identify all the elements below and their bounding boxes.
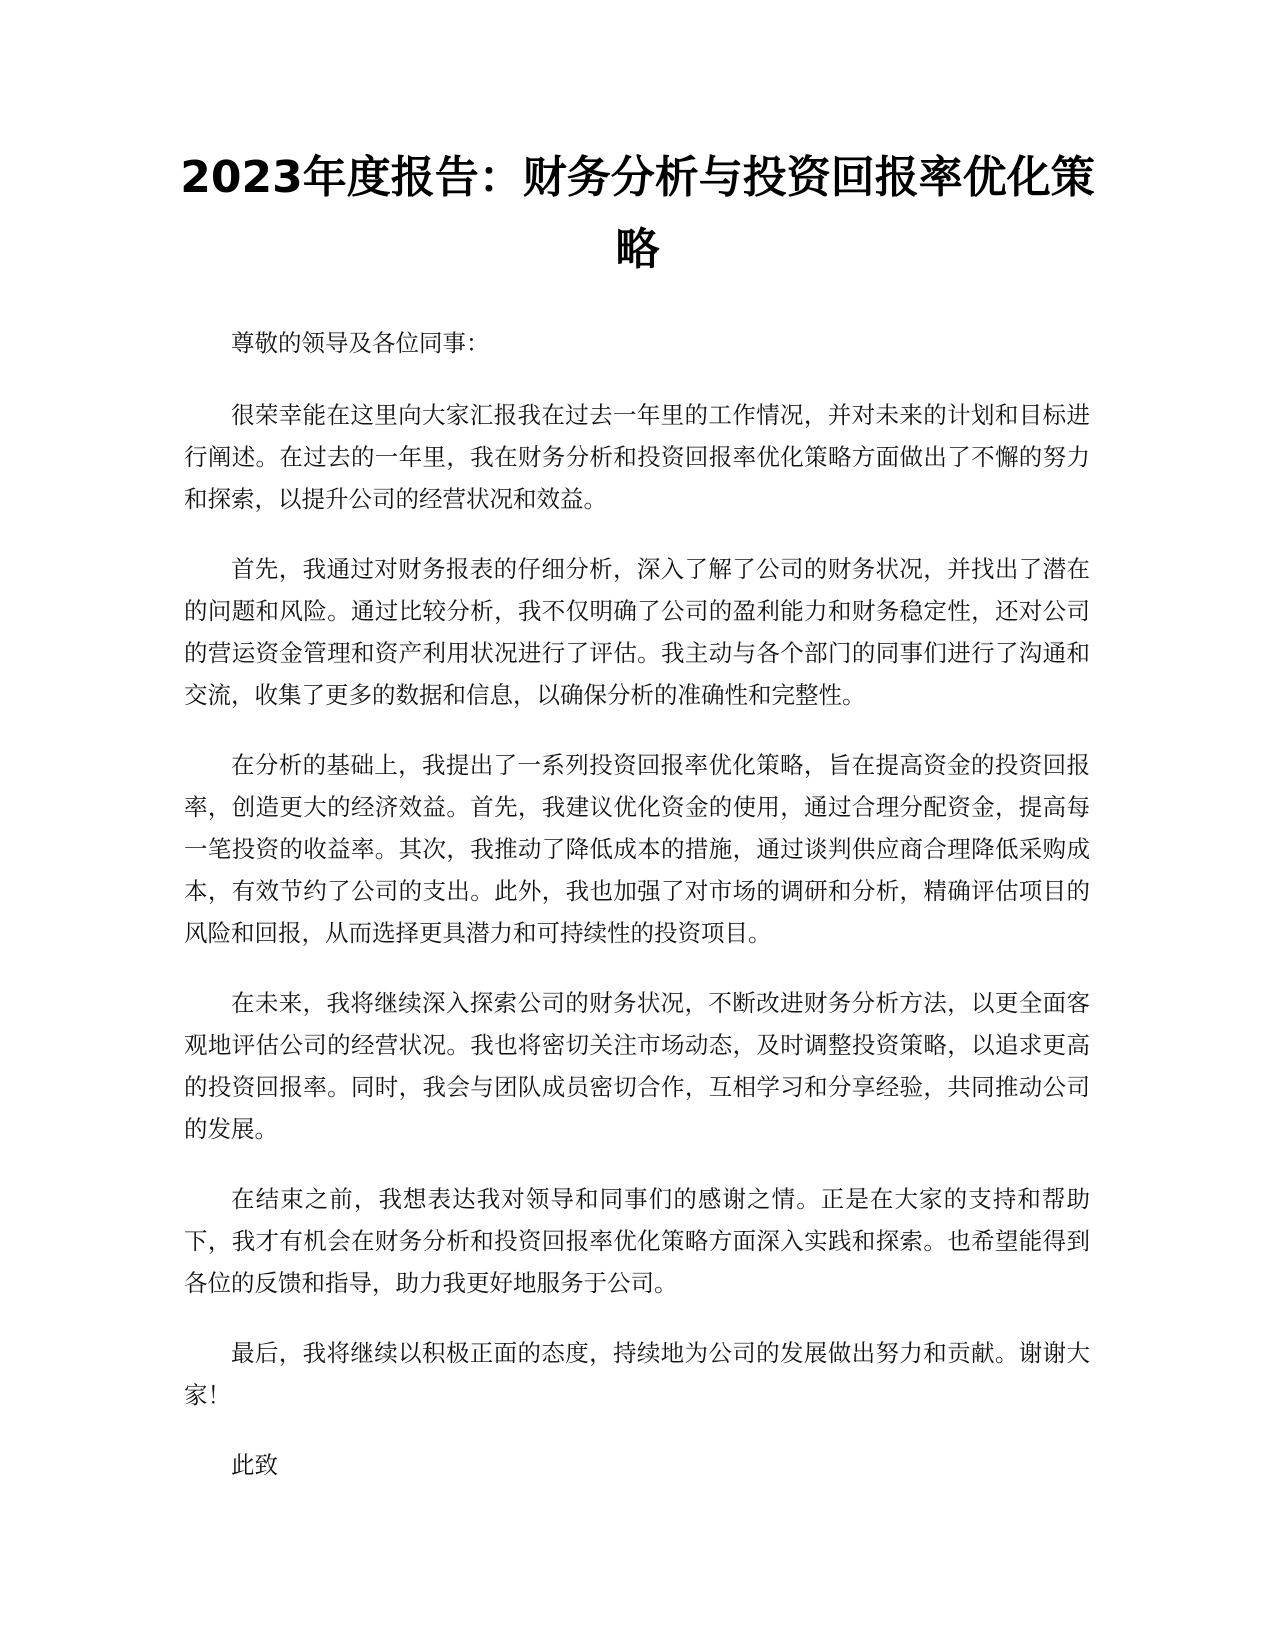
document-title: 2023年度报告：财务分析与投资回报率优化策略 bbox=[180, 152, 1095, 275]
paragraph-future: 在未来，我将继续深入探索公司的财务状况，不断改进财务分析方法，以更全面客观地评估公司的经营状况。我也将密切关注市场动态，及时调整投资策略，以追求更高的投资回报率。同时，我会与团队成员密切合作，互相学习和分享经验，共同推动公司的发展。 bbox=[184, 989, 1090, 1143]
closing: 此致 bbox=[231, 1451, 278, 1479]
paragraph-strategy: 在分析的基础上，我提出了一系列投资回报率优化策略，旨在提高资金的投资回报率，创造更大的经济效益。首先，我建议优化资金的使用，通过合理分配资金，提高每一笔投资的收益率。其次，我推动了降低成本的措施，通过谈判供应商合理降低采购成本，有效节约了公司的支出。此外，我也加强了对市场的调研和分析，精确评估项目的风险和回报，从而选择更具潜力和可持续性的投资项目。 bbox=[184, 751, 1090, 947]
paragraph-analysis: 首先，我通过对财务报表的仔细分析，深入了解了公司的财务状况，并找出了潜在的问题和风险。通过比较分析，我不仅明确了公司的盈利能力和财务稳定性，还对公司的营运资金管理和资产利用状况进行了评估。我主动与各个部门的同事们进行了沟通和交流，收集了更多的数据和信息，以确保分析的准确性和完整性。 bbox=[184, 555, 1090, 709]
paragraph-intro: 很荣幸能在这里向大家汇报我在过去一年里的工作情况，并对未来的计划和目标进行阐述。在过去的一年里，我在财务分析和投资回报率优化策略方面做出了不懈的努力和探索，以提升公司的经营状况和效益。 bbox=[184, 401, 1090, 513]
paragraph-conclusion: 最后，我将继续以积极正面的态度，持续地为公司的发展做出努力和贡献。谢谢大家！ bbox=[184, 1339, 1090, 1409]
paragraph-thanks: 在结束之前，我想表达我对领导和同事们的感谢之情。正是在大家的支持和帮助下，我才有机会在财务分析和投资回报率优化策略方面深入实践和探索。也希望能得到各位的反馈和指导，助力我更好地服务于公司。 bbox=[184, 1185, 1090, 1297]
document-body bbox=[184, 322, 1090, 1514]
salutation: 尊敬的领导及各位同事： bbox=[231, 329, 490, 357]
